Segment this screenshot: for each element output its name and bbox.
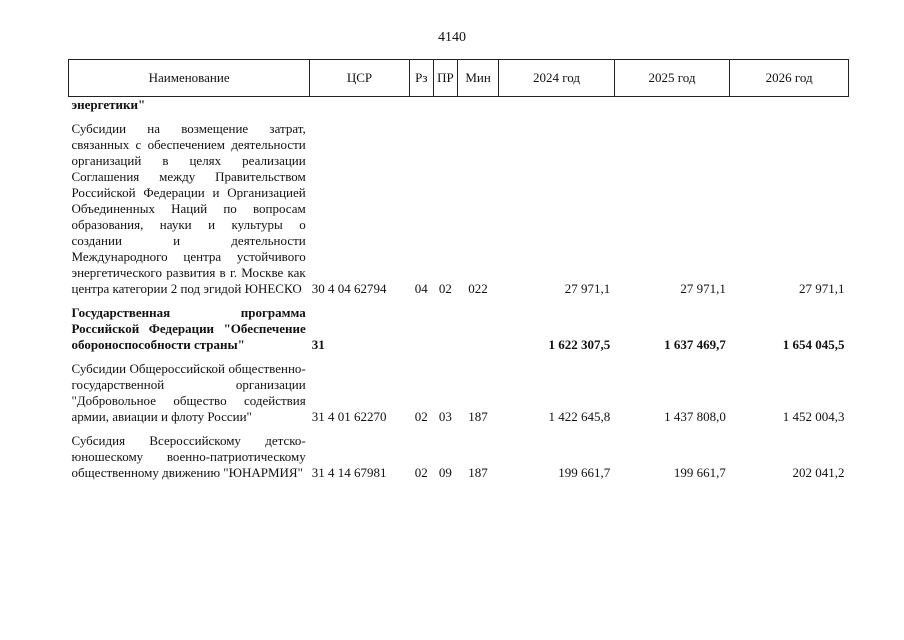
header-pr: ПР (433, 60, 457, 97)
row-rz (409, 97, 433, 114)
row-csr: 31 4 14 67981 (311, 465, 387, 480)
row-min: 022 (468, 281, 488, 296)
row-rz: 02 (414, 465, 428, 480)
header-2024: 2024 год (499, 60, 615, 97)
row-2024 (499, 97, 615, 114)
row-pr (433, 97, 457, 114)
row-min (457, 97, 498, 114)
row-2024: 27 971,1 (564, 281, 611, 296)
row-name: Субсидии на возмещение затрат, связанных с обеспечением деятельности организаций в целях реализации Соглашения между Правительством Российской Федерации и Организацией Объединенных Наций по вопросам образования, науки и культуры о создании и деятельности Международного центра устойчивого энергетического развития в г. Москве как центра категории 2 под эгидой ЮНЕСКО (71, 121, 306, 296)
row-2026: 27 971,1 (799, 281, 845, 296)
row-2024: 1 622 307,5 (548, 337, 611, 352)
table-row (69, 97, 849, 114)
row-csr: 31 4 01 62270 (311, 409, 387, 424)
table-row (69, 305, 849, 353)
row-2025 (614, 97, 730, 114)
row-2025: 27 971,1 (680, 281, 726, 296)
row-min: 187 (468, 409, 488, 424)
header-csr: ЦСР (310, 60, 410, 97)
budget-table (68, 59, 849, 481)
row-2026: 1 654 045,5 (782, 337, 845, 352)
row-2026 (730, 97, 849, 114)
row-pr: 09 (438, 465, 452, 480)
row-name: Субсидия Всероссийскому детско-юношескому военно-патриотическому общественному движению "ЮНАРМИЯ" (71, 433, 306, 480)
row-min (457, 305, 498, 353)
row-pr: 03 (438, 409, 452, 424)
row-2025: 1 437 808,0 (664, 409, 726, 424)
row-name: энергетики" (71, 97, 146, 112)
row-2026: 202 041,2 (792, 465, 845, 480)
row-name: Государственная программа Российской Федерации "Обеспечение обороноспособности страны" (71, 305, 306, 352)
row-csr (310, 97, 410, 114)
row-pr (433, 305, 457, 353)
row-2025: 1 637 469,7 (664, 337, 726, 352)
row-2024: 199 661,7 (558, 465, 611, 480)
row-2024: 1 422 645,8 (548, 409, 611, 424)
header-rz: Рз (409, 60, 433, 97)
table-header-row (69, 60, 849, 97)
row-name: Субсидии Общероссийской общественно-государственной организации "Добровольное общество содействия армии, авиации и флоту России" (71, 361, 306, 424)
row-csr: 31 (311, 337, 325, 352)
table-row (69, 433, 849, 481)
row-rz (409, 305, 433, 353)
header-min: Мин (457, 60, 498, 97)
table-row (69, 361, 849, 425)
row-rz: 04 (414, 281, 428, 296)
row-csr: 30 4 04 62794 (311, 281, 387, 296)
row-2026: 1 452 004,3 (782, 409, 845, 424)
header-2026: 2026 год (730, 60, 849, 97)
row-2025: 199 661,7 (673, 465, 726, 480)
row-rz: 02 (414, 409, 428, 424)
page-number: 4140 (438, 30, 466, 45)
header-2025: 2025 год (614, 60, 730, 97)
row-min: 187 (468, 465, 488, 480)
header-name: Наименование (69, 60, 310, 97)
row-pr: 02 (438, 281, 452, 296)
table-row (69, 121, 849, 297)
